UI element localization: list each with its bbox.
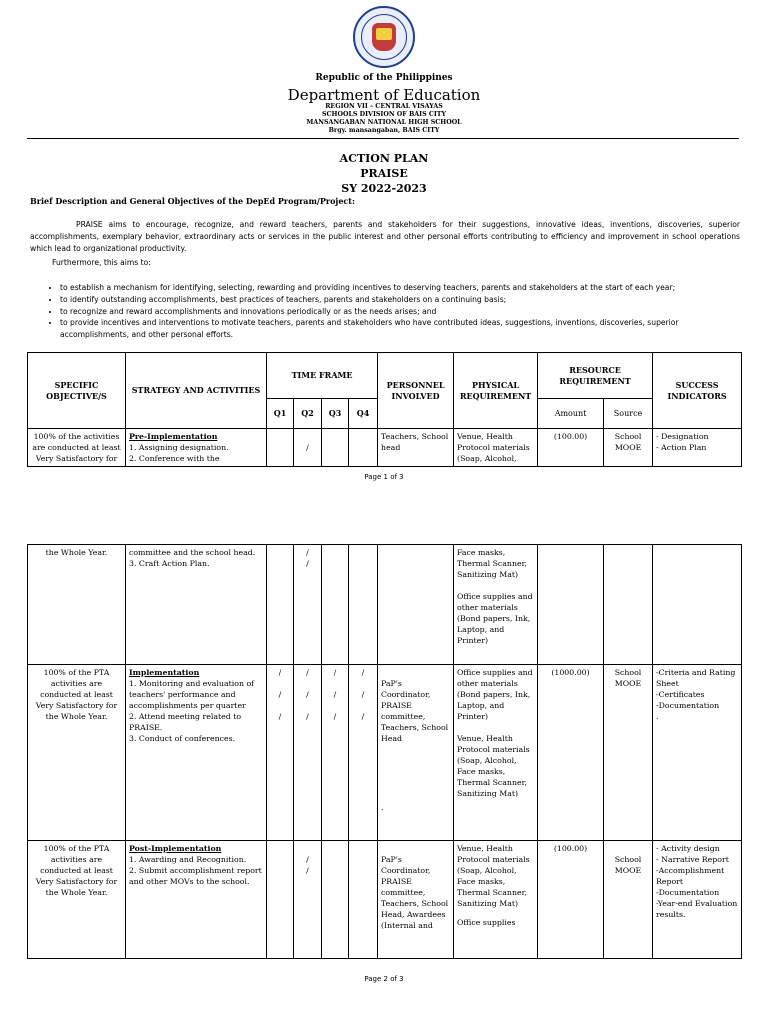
success-item: -Documentation xyxy=(656,888,720,897)
objective-item: • to provide incentives and interventions to motivate teachers, parents and stakeholders who have contributed ideas, suggestions, inventions, discoveries, superior accomplishments, and other personal efforts. xyxy=(60,317,750,341)
q2-mark: / xyxy=(306,690,309,699)
activity-item: 2. Submit accomplishment report and other MOVs to the school. xyxy=(129,866,262,886)
q2-mark: / xyxy=(306,443,309,452)
physical-cell: Venue, Health Protocol materials (Soap, Alcohol, xyxy=(454,429,538,467)
objective-cell: 100% of the PTA activities are conducted at least Very Satisfactory for the Whole Year. xyxy=(28,841,126,959)
activity-item: 1. Assigning designation. xyxy=(129,443,229,452)
q2-mark: / xyxy=(306,855,309,864)
objective-cell: 100% of the PTA activities are conducted at least Very Satisfactory for the Whole Year. xyxy=(28,665,126,841)
q4-mark: / xyxy=(361,690,365,699)
q2-cell xyxy=(294,665,322,841)
q3-cell xyxy=(322,429,349,467)
action-plan-table-page-2 xyxy=(27,544,742,959)
address-line: Brgy. mansangaban, BAIS CITY xyxy=(328,127,440,134)
physical-item: Venue, Health Protocol materials (Soap, Alcohol, Face masks, Thermal Scanner, Sanitizing Mat) xyxy=(457,734,530,798)
q3-cell xyxy=(322,665,349,841)
q1-cell xyxy=(267,429,294,467)
dot-mark: . xyxy=(381,803,384,812)
q2-mark: / xyxy=(306,712,309,721)
physical-item: Venue, Health Protocol materials (Soap, Alcohol, Face masks, Thermal Scanner, Sanitizing Mat) xyxy=(457,844,530,908)
q3-mark: / xyxy=(333,712,337,721)
q2-cell xyxy=(294,545,322,665)
q1-mark: / xyxy=(278,668,282,677)
deped-seal-icon xyxy=(353,6,415,68)
physical-item: Face masks, Thermal Scanner, Sanitizing Mat) xyxy=(457,548,527,579)
q4-mark: / xyxy=(361,712,365,721)
source-cell xyxy=(604,841,653,959)
activity-item: 2. Attend meeting related to PRAISE. xyxy=(129,712,242,732)
objective-cell: 100% of the activities are conducted at least Very Satisfactory for xyxy=(28,429,126,467)
activity-item: 3. Craft Action Plan. xyxy=(129,559,210,568)
physical-item: Office supplies and other materials (Bond papers, Ink, Laptop, and Printer) xyxy=(457,592,533,645)
school-line: MANSANGABAN NATIONAL HIGH SCHOOL xyxy=(306,119,462,126)
phase-label: Post-Implementation xyxy=(129,844,222,853)
personnel-text: PaP's Coordinator, PRAISE committee, Teachers, School Head, Awardees (Internal and xyxy=(381,855,449,930)
phase-label: Implementation xyxy=(129,668,200,677)
physical-item: Office supplies xyxy=(457,918,516,927)
q1-cell xyxy=(267,841,294,959)
success-item: . xyxy=(656,712,659,721)
strategy-cell xyxy=(126,545,267,665)
objective-item: • to establish a mechanism for identifying, selecting, rewarding and providing incentives to deserving teachers, parents and stakeholders at the start of each year; xyxy=(60,282,750,294)
source-cell: School MOOE xyxy=(604,429,653,467)
personnel-cell xyxy=(378,545,454,665)
activity-item: 2. Conference with the xyxy=(129,454,220,463)
region-line: REGION VII – CENTRAL VISAYAS xyxy=(325,103,443,110)
success-cell xyxy=(653,665,742,841)
col-strategy: STRATEGY AND ACTIVITIES xyxy=(126,353,267,429)
col-objective: SPECIFIC OBJECTIVE/S xyxy=(28,353,126,429)
q4-cell xyxy=(349,429,378,467)
objective-cell: the Whole Year. xyxy=(28,545,126,665)
col-q3: Q3 xyxy=(322,399,349,429)
col-q1: Q1 xyxy=(267,399,294,429)
q3-cell xyxy=(322,545,349,665)
title-line-2: PRAISE xyxy=(360,167,408,180)
q2-mark: / xyxy=(306,866,309,875)
success-item: -Criteria and Rating Sheet xyxy=(656,668,736,688)
personnel-cell: Teachers, School head xyxy=(378,429,454,467)
q3-mark: / xyxy=(333,690,337,699)
success-item: - Narrative Report xyxy=(656,855,729,864)
q3-mark: / xyxy=(333,668,337,677)
q2-mark: / xyxy=(306,559,309,568)
col-resource: RESOURCE REQUIREMENT xyxy=(538,353,653,399)
success-cell xyxy=(653,545,742,665)
personnel-cell xyxy=(378,665,454,841)
success-item: - Activity design xyxy=(656,844,720,853)
strategy-cell xyxy=(126,841,267,959)
q1-cell xyxy=(267,545,294,665)
q4-mark: / xyxy=(361,668,365,677)
success-item: - Action Plan xyxy=(656,443,707,452)
amount-cell: (100.00) xyxy=(538,429,604,467)
col-q4: Q4 xyxy=(349,399,378,429)
activity-item: committee and the school head. xyxy=(129,548,256,557)
q4-cell xyxy=(349,841,378,959)
col-physical: PHYSICAL REQUIREMENT xyxy=(454,353,538,429)
success-item: -Certificates xyxy=(656,690,705,699)
col-success: SUCCESS INDICATORS xyxy=(653,353,742,429)
activity-item: 3. Conduct of conferences. xyxy=(129,734,236,743)
success-item: -Year-end Evaluation results. xyxy=(656,899,738,919)
success-item: -Accomplishment Report xyxy=(656,866,725,886)
q4-cell xyxy=(349,545,378,665)
col-time-frame: TIME FRAME xyxy=(267,353,378,399)
col-source: Source xyxy=(604,399,653,429)
table-row xyxy=(28,545,742,665)
activity-item: 1. Monitoring and evaluation of teachers' performance and accomplishments per quarter xyxy=(129,679,255,710)
amount-cell: (1000.00) xyxy=(538,665,604,841)
col-amount: Amount xyxy=(538,399,604,429)
source-cell xyxy=(604,545,653,665)
q3-cell xyxy=(322,841,349,959)
action-plan-table-page-1 xyxy=(27,352,742,467)
title-line-1: ACTION PLAN xyxy=(339,152,429,165)
q2-cell xyxy=(294,841,322,959)
physical-cell xyxy=(454,665,538,841)
objective-item: • to identify outstanding accomplishments, best practices of teachers, parents and stakeholders on a continuing basis; xyxy=(60,294,750,306)
objectives-list xyxy=(46,282,750,341)
republic-heading: Republic of the Philippines xyxy=(315,73,453,83)
source-cell: School MOOE xyxy=(604,665,653,841)
intro-paragraph: PRAISE aims to encourage, recognize, and reward teachers, parents and stakeholders for their suggestions, innovative ideas, inventions, discoveries, superior accomplishments, exemplary behavior, extraordinary acts or services in the public interest and other personal efforts contributing to efficiency and improvement in school operations which lead to organizational productivity. xyxy=(30,220,740,253)
q1-cell xyxy=(267,665,294,841)
department-heading: Department of Education xyxy=(287,86,481,104)
q2-mark: / xyxy=(306,668,309,677)
physical-item: Office supplies and other materials (Bond papers, Ink, Laptop, and Printer) xyxy=(457,668,533,721)
amount-cell: (100.00) xyxy=(538,841,604,959)
col-personnel: PERSONNEL INVOLVED xyxy=(378,353,454,429)
physical-cell xyxy=(454,545,538,665)
table-row xyxy=(28,665,742,841)
page-number-1: Page 1 of 3 xyxy=(364,473,404,481)
q1-mark: / xyxy=(278,712,282,721)
col-q2: Q2 xyxy=(294,399,322,429)
furthermore-line: Furthermore, this aims to: xyxy=(52,258,151,267)
activity-item: 1. Awarding and Recognition. xyxy=(129,855,247,864)
success-cell xyxy=(653,429,742,467)
q4-cell xyxy=(349,665,378,841)
objective-item: • to recognize and reward accomplishments and innovations periodically or as the needs arises; and xyxy=(60,306,750,318)
table-row xyxy=(28,429,742,467)
personnel-cell xyxy=(378,841,454,959)
q2-mark: / xyxy=(306,548,309,557)
q1-mark: / xyxy=(278,690,282,699)
success-item: -Documentation xyxy=(656,701,720,710)
success-item: - Designation xyxy=(656,432,709,441)
success-cell xyxy=(653,841,742,959)
title-line-3: SY 2022-2023 xyxy=(341,182,427,195)
physical-cell xyxy=(454,841,538,959)
header-divider xyxy=(27,138,739,139)
amount-cell xyxy=(538,545,604,665)
personnel-text: PaP's Coordinator, PRAISE committee, Teachers, School Head xyxy=(381,679,449,743)
document-title xyxy=(0,151,768,196)
source-text: School MOOE xyxy=(614,855,642,875)
page-number-2: Page 2 of 3 xyxy=(364,975,404,983)
brief-heading: Brief Description and General Objectives of the DepEd Program/Project: xyxy=(30,196,355,206)
table-row xyxy=(28,841,742,959)
division-line: SCHOOLS DIVISION OF BAIS CITY xyxy=(322,111,446,118)
phase-label: Pre-Implementation xyxy=(129,432,218,441)
strategy-cell xyxy=(126,429,267,467)
q2-cell xyxy=(294,429,322,467)
strategy-cell xyxy=(126,665,267,841)
